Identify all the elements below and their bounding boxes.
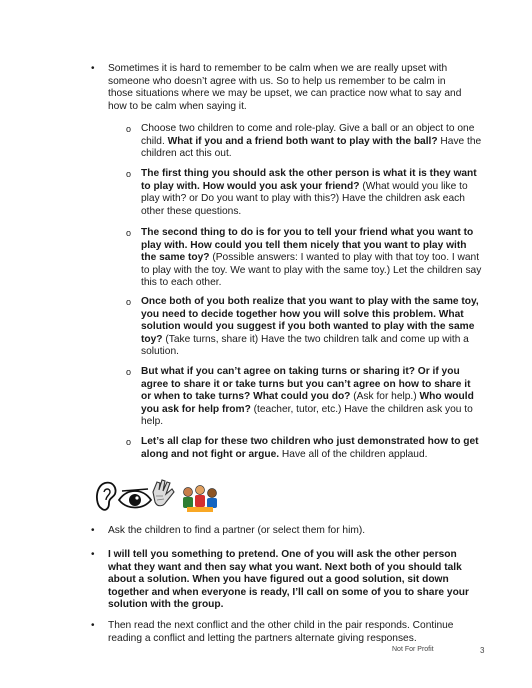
ear-icon [97, 483, 116, 510]
bullet-text: Ask the children to find a partner (or select them for him). [108, 525, 366, 536]
step-bold-text: Let’s all clap for these two children who just demonstrated how to get along and not fight or argue. [141, 436, 479, 460]
intro-bullet [91, 63, 468, 113]
bullet-dot: • [91, 63, 95, 74]
footer-text: Not For Profit [392, 646, 434, 653]
partner-bullet [91, 525, 468, 538]
eye-icon [119, 489, 151, 508]
step-bold-text: The second thing to do is for you to tell your friend what you want to play with. How could you tell them nicely that you want to play with the same toy? [141, 227, 474, 264]
circle-bullet-icon: o [126, 228, 132, 238]
step-bold-text: What if you and a friend both want to play with the ball? [167, 135, 438, 147]
step-3 [126, 227, 483, 290]
step-4 [126, 296, 483, 359]
bullet-bold-text: I will tell you something to pretend. One of you will ask the other person what they want and then say what you want. Next both of you should talk about a solution. When you have figured out a good solution, sit down together and when everyone is ready, I’ll call on some of you to share your solution with the group. [108, 549, 469, 611]
pretend-bullet [91, 549, 480, 612]
intro-text: Sometimes it is hard to remember to be calm when we are really upset with someone who doesn’t agree with us. So to help us remember to be calm in those situations where we may be upset, we can practice now what to say and how to be calm when saying it. [108, 63, 462, 112]
step-text: (Ask for help.) [350, 391, 420, 403]
step-bold-text: Once both of you both realize that you want to play with the same toy, you need to decide together how you will solve this problem. What solution would you suggest if you both wanted to play with the same toy? [141, 296, 479, 345]
circle-bullet-icon: o [126, 367, 132, 377]
step-text: Choose two children to come and role-play. Give a ball or an object to one child. [141, 123, 475, 147]
step-text: (teacher, tutor, etc.) Have the children ask you to help. [141, 403, 473, 428]
step-1 [126, 123, 483, 161]
bullet-dot: • [91, 549, 95, 560]
step-5 [126, 366, 483, 429]
conflict-bullet [91, 620, 470, 645]
bullet-dot: • [91, 620, 95, 631]
circle-bullet-icon: o [126, 437, 132, 447]
step-text: (Possible answers: I wanted to play with that toy too. I want to play with the toy. We want to play with the same toy.) Let the children say this to each other. [141, 252, 482, 289]
bullet-dot: • [91, 525, 95, 536]
page-number: 3 [480, 646, 485, 655]
step-text: (Take turns, share it) Have the two children talk and come up with a solution. [141, 333, 469, 358]
step-6 [126, 436, 483, 461]
step-text: Have all of the children applaud. [279, 448, 428, 460]
hand-icon [153, 480, 174, 506]
step-2 [126, 168, 483, 218]
step-bold-text: But what if you can’t agree on taking turns or sharing it? Or if you agree to share it or take turns but you can’t agree on how to share it or when to take turns? What could you do? [141, 366, 471, 403]
circle-bullet-icon: o [126, 124, 132, 134]
step-text: (What would you like to play with? or Do you want to play with this?) Have the children ask each other these questions. [141, 180, 468, 217]
step-bold-text: Who would you ask for help from? [141, 391, 474, 415]
children-group-icon [183, 486, 217, 513]
senses-icon-strip [93, 478, 253, 518]
bullet-text: Then read the next conflict and the other child in the pair responds. Continue reading a conflict and letting the partners alternate giving responses. [108, 620, 454, 644]
step-bold-text: The first thing you should ask the other person is what it is they want to play with. How would you ask your friend? [141, 168, 477, 192]
step-text: Have the children act this out. [141, 135, 482, 160]
circle-bullet-icon: o [126, 297, 132, 307]
circle-bullet-icon: o [126, 169, 132, 179]
